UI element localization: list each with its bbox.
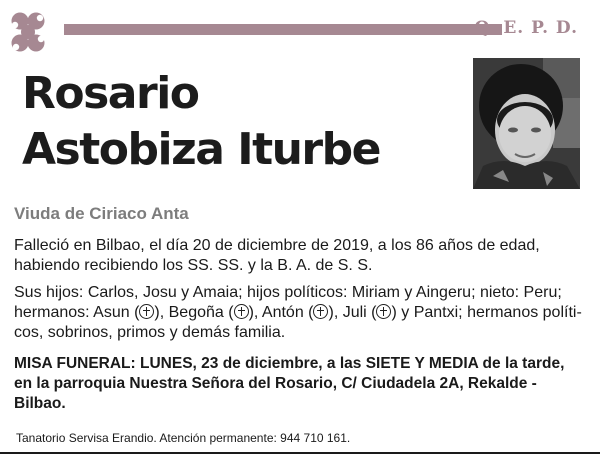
family-text-1: Sus hijos: Carlos, Josu y Amaia; hijos políticos: Miriam y Aingeru; nieto: Peru; hermanos: Asun bbox=[14, 284, 562, 321]
lauburu-icon bbox=[6, 10, 50, 54]
surnames: Astobiza Iturbe bbox=[22, 124, 380, 175]
header-band bbox=[64, 24, 502, 35]
family-paragraph: Sus hijos: Carlos, Josu y Amaia; hijos políticos: Miriam y Aingeru; nieto: Peru; hermanos: Asun ( ), Begoña ( ), Antón ( ), Juli ( ) y Pantxi; hermanos políti-cos, sobrinos, primos y demás familia. bbox=[14, 284, 582, 341]
funeral-home-footer: Tanatorio Servisa Erandio. Atención permanente: 944 710 161. bbox=[16, 431, 351, 445]
portrait-photo bbox=[473, 58, 580, 189]
qepd-label: Q. E. P. D. bbox=[474, 18, 578, 38]
death-notice-paragraph: Falleció en Bilbao, el día 20 de diciembre de 2019, a los 86 años de edad, habiendo recibiendo los SS. SS. y la B. A. de S. S. bbox=[14, 237, 540, 274]
header bbox=[6, 10, 596, 50]
deceased-name bbox=[22, 66, 380, 178]
subtitle: Viuda de Ciriaco Anta bbox=[14, 204, 189, 223]
funeral-mass-paragraph: MISA FUNERAL: LUNES, 23 de diciembre, a las SIETE Y MEDIA de la tarde, en la parroquia Nuestra Señora del Rosario, C/ Ciudadela 2A, Rekalde - Bilbao. bbox=[14, 355, 565, 412]
family-text-4: , Juli bbox=[333, 304, 372, 321]
cross-icon bbox=[313, 304, 328, 319]
family-text-5: y Pantxi; hermanos políti-cos, sobrinos, primos y demás familia. bbox=[14, 304, 582, 341]
cross-icon bbox=[234, 304, 249, 319]
first-name: Rosario bbox=[22, 68, 199, 119]
family-text-2: , Begoña bbox=[159, 304, 229, 321]
cross-icon bbox=[139, 304, 154, 319]
family-text-3: , Antón bbox=[253, 304, 309, 321]
cross-icon bbox=[376, 304, 391, 319]
